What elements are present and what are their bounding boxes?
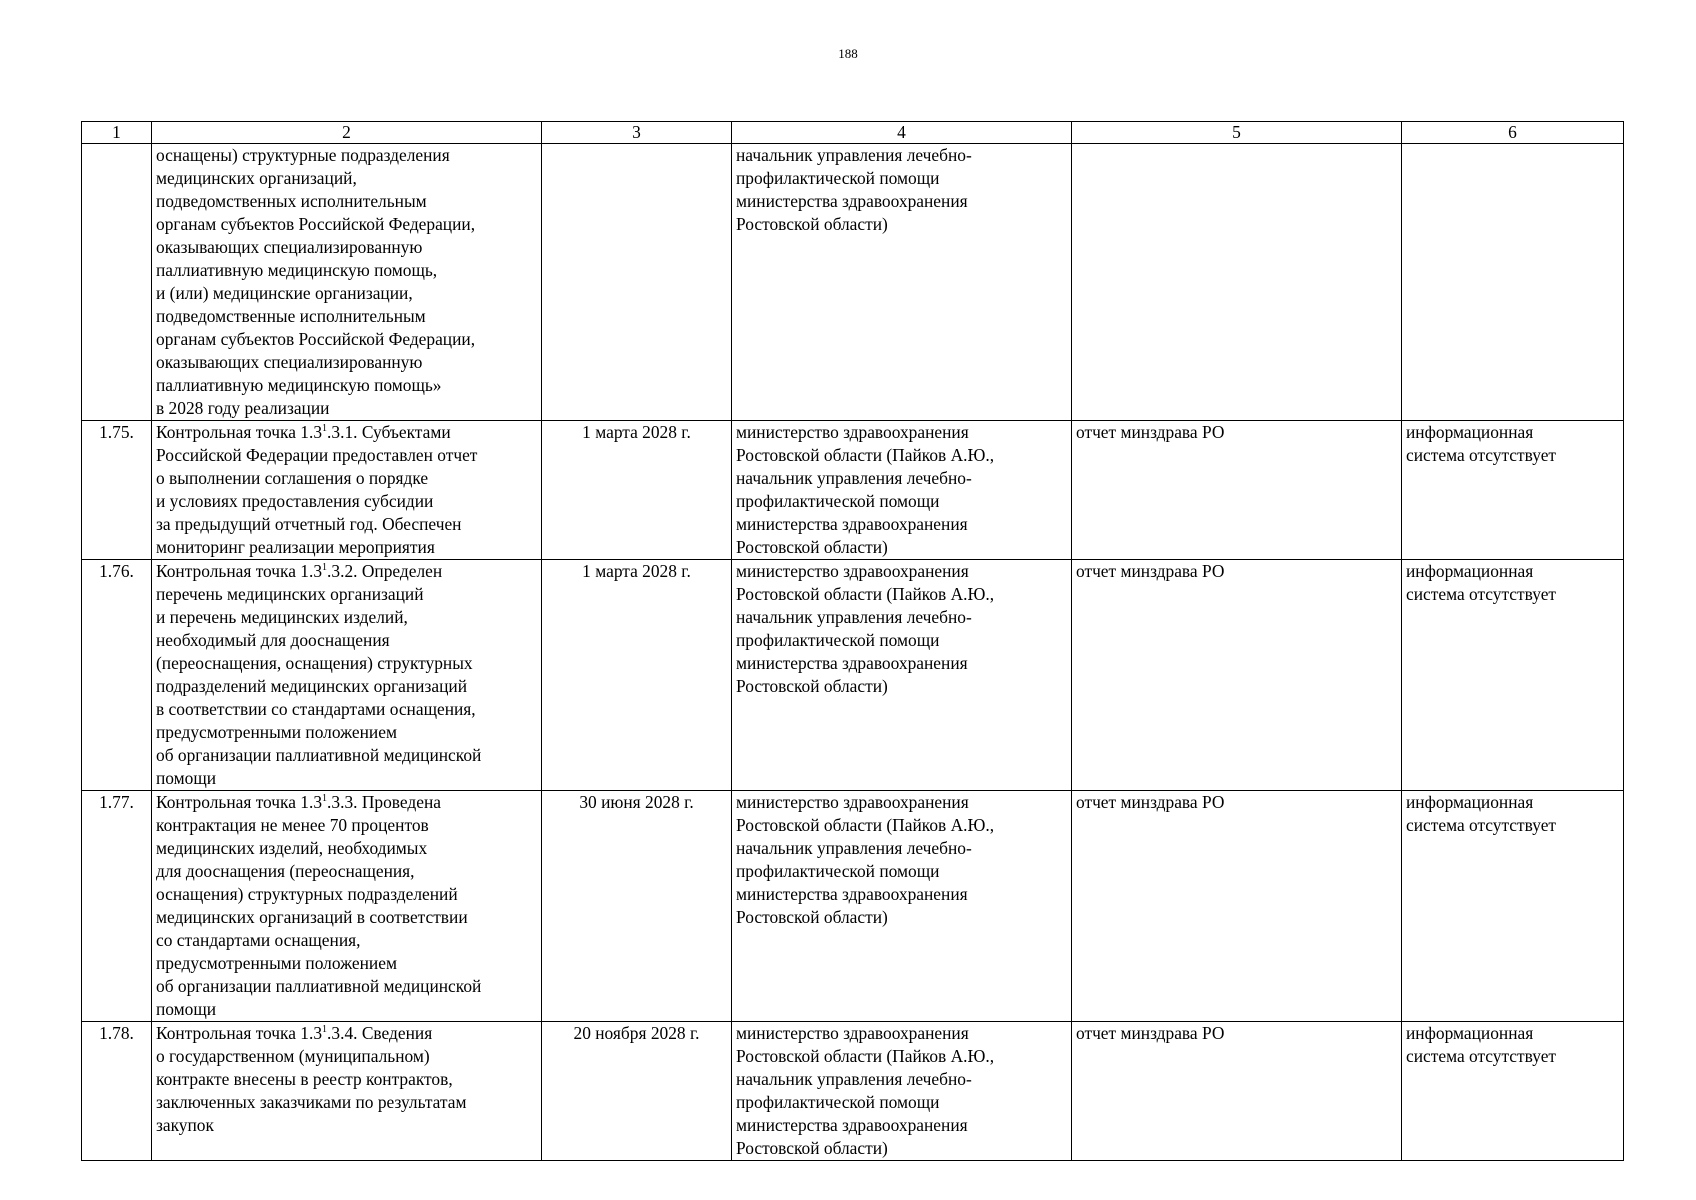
column-header-5: 5: [1072, 122, 1402, 144]
table-row: [82, 144, 1624, 421]
superscript-index: 1: [322, 793, 328, 804]
deadline-date: 1 марта 2028 г.: [542, 421, 732, 560]
measure-text: [152, 791, 542, 1022]
column-header-4: 4: [732, 122, 1072, 144]
result-document: отчет минздрава РО: [1072, 791, 1402, 1022]
row-number: 1.77.: [82, 791, 152, 1022]
result-document: отчет минздрава РО: [1072, 1022, 1402, 1161]
responsible-person: министерство здравоохранения Ростовской области (Пайков А.Ю., начальник управления лечебно- профилактической помощи министерства здравоохранения Ростовской области): [732, 791, 1072, 1022]
measure-text: [152, 1022, 542, 1161]
responsible-person: начальник управления лечебно- профилактической помощи министерства здравоохранения Ростовской области): [732, 144, 1072, 421]
information-system: информационная система отсутствует: [1402, 421, 1624, 560]
table-row: [82, 791, 1624, 1022]
superscript-index: 1: [322, 423, 328, 434]
row-number: 1.78.: [82, 1022, 152, 1161]
result-document: отчет минздрава РО: [1072, 421, 1402, 560]
deadline-date: 1 марта 2028 г.: [542, 560, 732, 791]
information-system: информационная система отсутствует: [1402, 1022, 1624, 1161]
table-row: [82, 560, 1624, 791]
page-number: 188: [838, 46, 858, 61]
responsible-person: министерство здравоохранения Ростовской области (Пайков А.Ю., начальник управления лечебно- профилактической помощи министерства здравоохранения Ростовской области): [732, 1022, 1072, 1161]
header-row: [82, 122, 1624, 144]
row-number: 1.75.: [82, 421, 152, 560]
measure-text-rest: .3.3. Проведена контрактация не менее 70 процентов медицинских изделий, необходимых для дооснащения (переоснащения, оснащения) структурных подразделений медицинских организаций в соответствии со стандартами оснащения, предусмотренными положением об организации паллиативной медицинской помощи: [156, 792, 482, 1019]
measure-text: [152, 421, 542, 560]
information-system: [1402, 144, 1624, 421]
information-system: информационная система отсутствует: [1402, 791, 1624, 1022]
superscript-index: 1: [322, 1024, 328, 1035]
measure-text-prefix: Контрольная точка 1.3: [156, 792, 323, 812]
table-row: [82, 421, 1624, 560]
responsible-person: министерство здравоохранения Ростовской области (Пайков А.Ю., начальник управления лечебно- профилактической помощи министерства здравоохранения Ростовской области): [732, 560, 1072, 791]
information-system: информационная система отсутствует: [1402, 560, 1624, 791]
result-document: [1072, 144, 1402, 421]
row-number: [82, 144, 152, 421]
responsible-person: министерство здравоохранения Ростовской области (Пайков А.Ю., начальник управления лечебно- профилактической помощи министерства здравоохранения Ростовской области): [732, 421, 1072, 560]
column-header-1: 1: [82, 122, 152, 144]
measures-table: [81, 121, 1624, 1161]
measure-text: оснащены) структурные подразделения медицинских организаций, подведомственных исполнительным органам субъектов Российской Федерации, оказывающих специализированную паллиативную медицинскую помощь, и (или) медицинские организации, подведомственные исполнительным органам субъектов Российской Федерации, оказывающих специализированную паллиативную медицинскую помощь» в 2028 году реализации: [152, 144, 542, 421]
measure-text-prefix: Контрольная точка 1.3: [156, 1023, 323, 1043]
column-header-6: 6: [1402, 122, 1624, 144]
measure-text-prefix: Контрольная точка 1.3: [156, 561, 323, 581]
measure-text-prefix: Контрольная точка 1.3: [156, 422, 323, 442]
measure-text-rest: .3.2. Определен перечень медицинских организаций и перечень медицинских изделий, необходимый для дооснащения (переоснащения, оснащения) структурных подразделений медицинских организаций в соответствии со стандартами оснащения, предусмотренными положением об организации паллиативной медицинской помощи: [156, 561, 482, 788]
measure-text-rest: .3.4. Сведения о государственном (муниципальном) контракте внесены в реестр контрактов, заключенных заказчиками по результатам закупок: [156, 1023, 467, 1135]
column-header-3: 3: [542, 122, 732, 144]
result-document: отчет минздрава РО: [1072, 560, 1402, 791]
deadline-date: 20 ноября 2028 г.: [542, 1022, 732, 1161]
measure-text-rest: .3.1. Субъектами Российской Федерации предоставлен отчет о выполнении соглашения о порядке и условиях предоставления субсидии за предыдущий отчетный год. Обеспечен мониторинг реализации мероприятия: [156, 422, 478, 557]
row-number: 1.76.: [82, 560, 152, 791]
deadline-date: 30 июня 2028 г.: [542, 791, 732, 1022]
column-header-2: 2: [152, 122, 542, 144]
measure-text: [152, 560, 542, 791]
deadline-date: [542, 144, 732, 421]
table-row: [82, 1022, 1624, 1161]
superscript-index: 1: [322, 562, 328, 573]
